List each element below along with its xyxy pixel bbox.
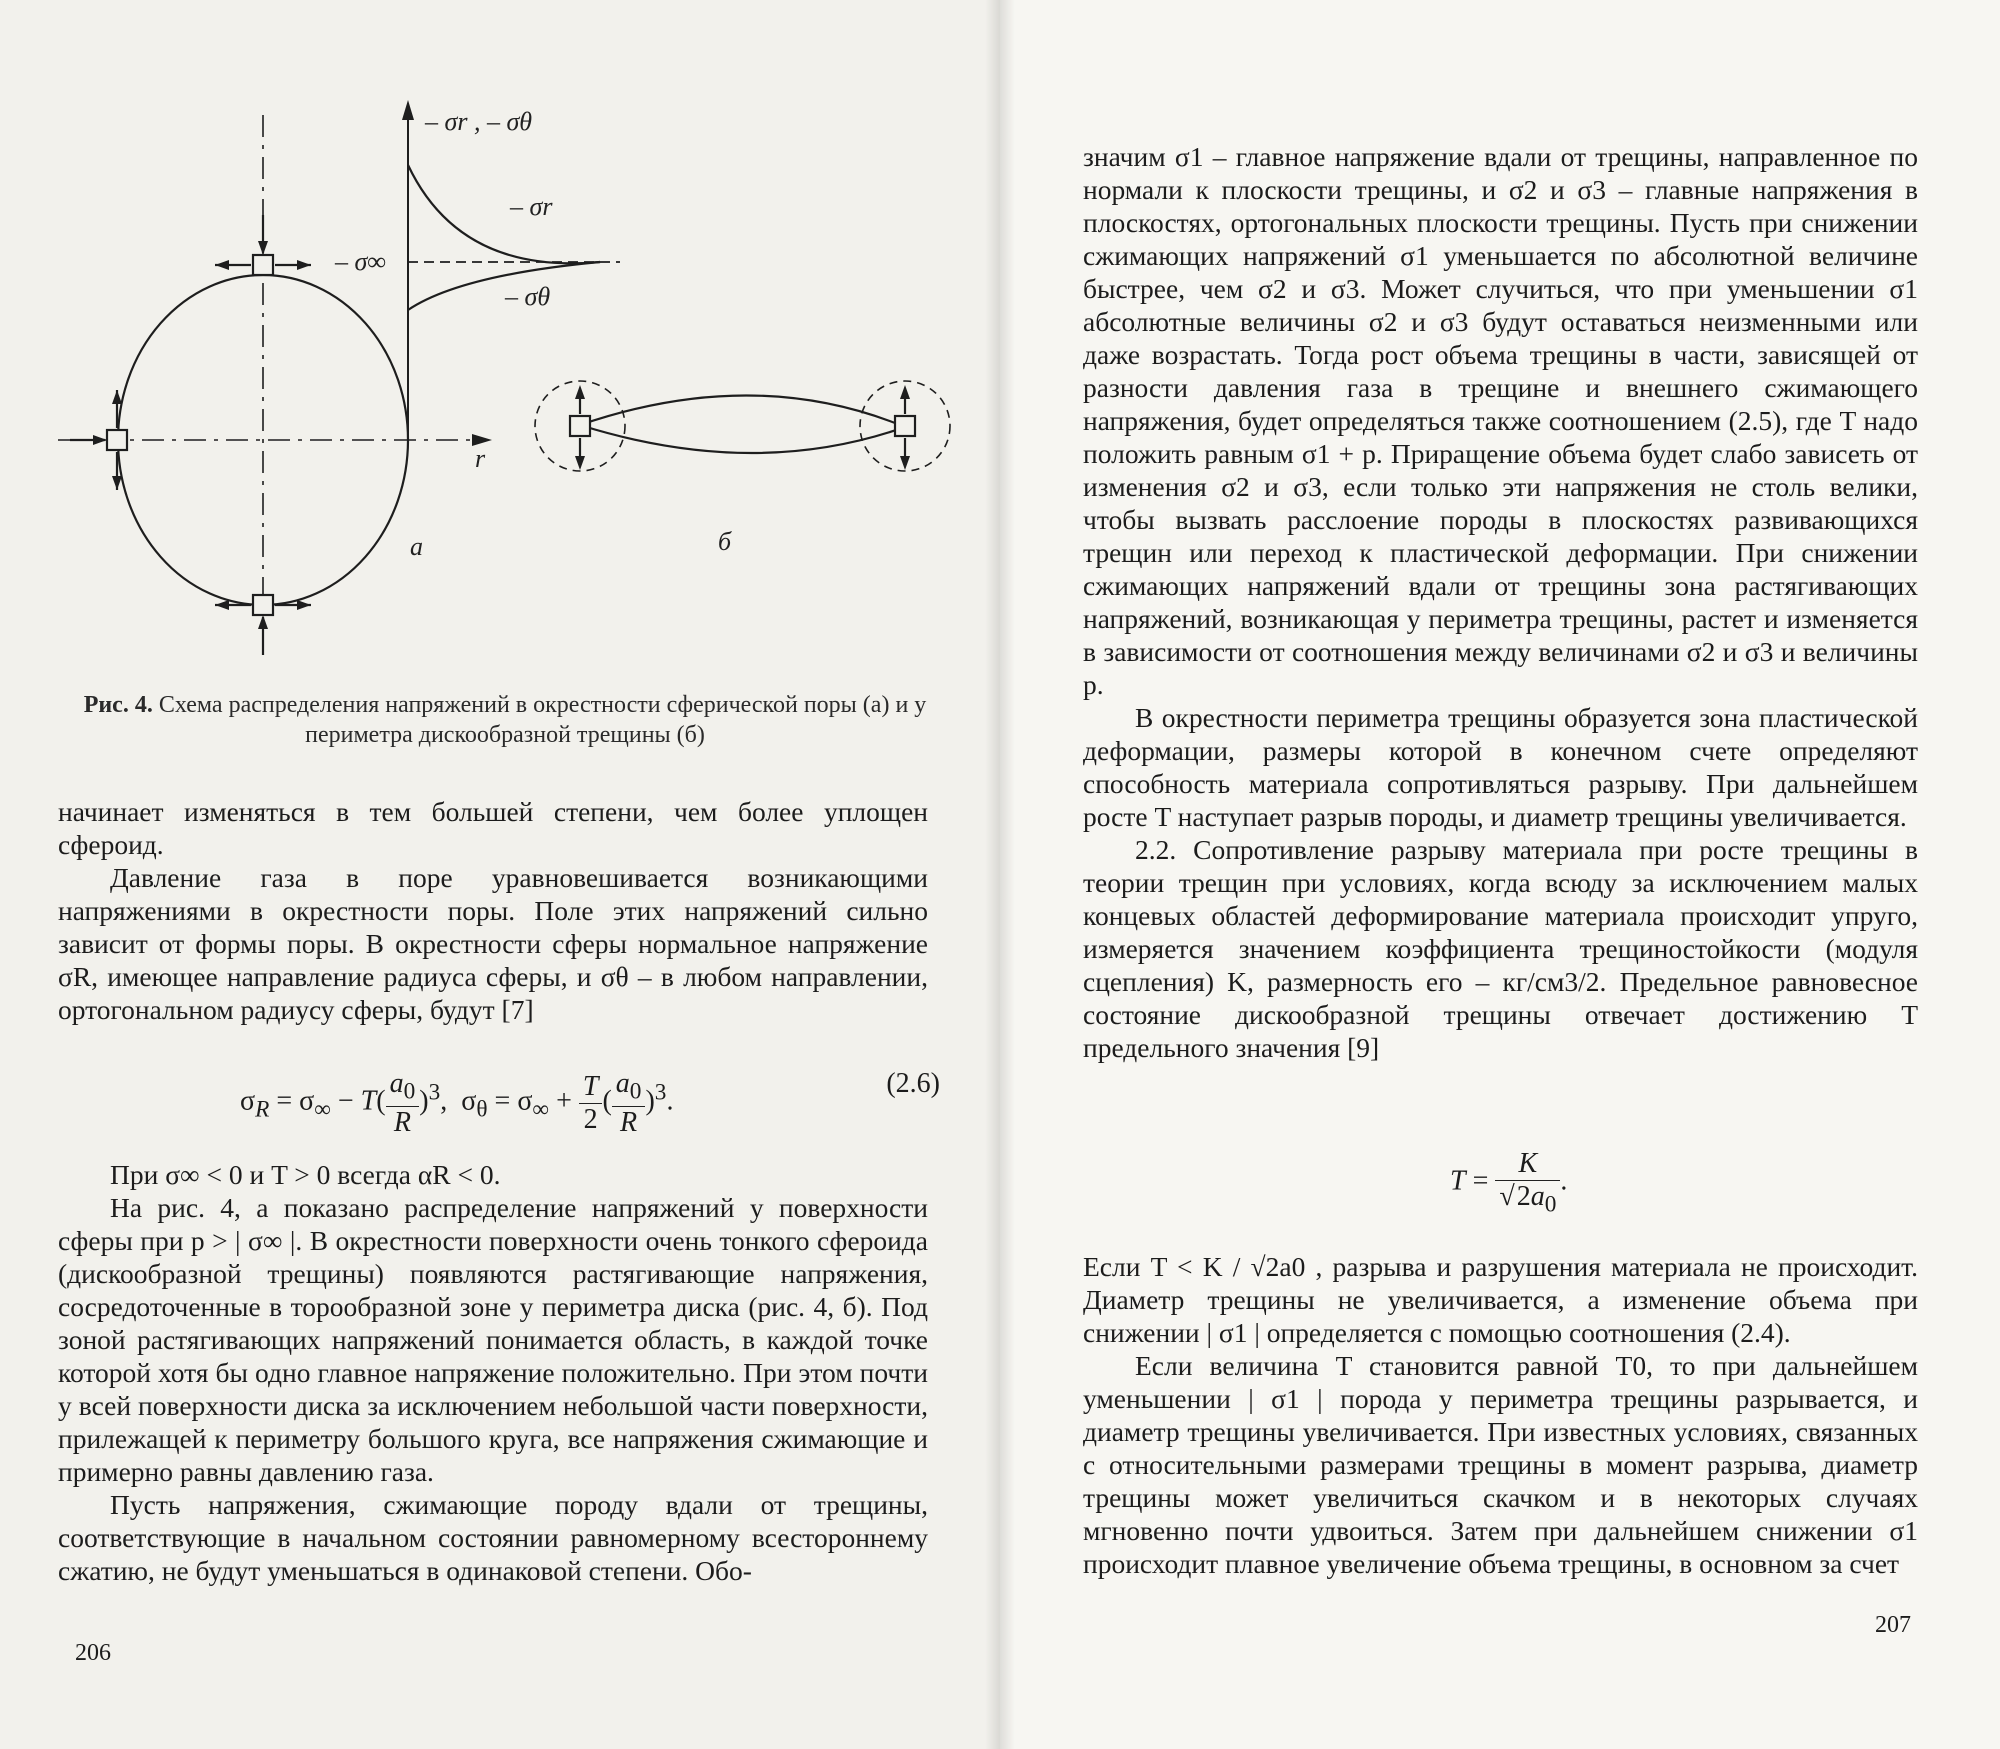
sigma-r-label: – σr bbox=[510, 192, 553, 221]
left-page-text-after bbox=[58, 1158, 928, 1587]
formula-2-6-expression: $\sigma_R = \sigma_\infty - T$( $\frac{a_0}{R}$ )$^3$, $\sigma_\theta = \sigma_\infty$ + $\frac{T}{2}$ ( $\frac{a_0}{R}$ )$^3$. bbox=[240, 1068, 674, 1138]
figure-label-a: а bbox=[410, 532, 423, 561]
right-page-text bbox=[1083, 140, 1918, 1064]
figure-4-drawing bbox=[40, 95, 960, 685]
element-bottom bbox=[253, 595, 273, 615]
left-page-text bbox=[58, 795, 928, 1026]
paragraph: значим σ1 – главное напряжение вдали от трещины, направленное по нормали к плоскости трещины, и σ2 и σ3 – главные напряжения в плоскостях, ортогональных плоскости трещины. Пусть при снижении сжимающих напряжений σ1 уменьшается по абсолютной величине быстрее, чем σ2 и σ3. Может случиться, что при уменьшении σ1 абсолютные величины σ2 и σ3 будут оставаться неизменными или даже возрастать. Тогда рост объема трещины в части, зависящей от разности давления газа в трещине и внешнего сжимающего напряжения, будет определяться также соотношением (2.5), где T надо положить равным σ1 + p. Приращение объема будет слабо зависеть от изменения σ2 и σ3, если только эти напряжения не столь велики, чтобы вызвать расслоение породы в плоскостях развивающихся трещин или переход к пластической деформации. При снижении сжимающих напряжений вдали от трещины зона растягивающих напряжений, возникающая у периметра трещины, растет и изменяется в зависимости от соотношения между величинами σ2 и σ3 и величины p. bbox=[1083, 141, 1918, 700]
sigma-inf-label: – σ∞ bbox=[335, 247, 386, 276]
curve-sigma-r bbox=[408, 165, 600, 263]
book-gutter bbox=[985, 0, 1015, 1749]
paragraph: 2.2. Сопротивление разрыву материала при росте трещины в теории трещин при условиях, когда всюду за исключением малых концевых областей деформирование материала происходит упруго, измеряется значением коэффициента трещиностойкости (модуля сцепления) K, размерность его – кг/см3/2. Предельное равновесное состояние дискообразной трещины отвечает достижению T предельного значения [9] bbox=[1083, 834, 1918, 1063]
element-top bbox=[253, 255, 273, 275]
right-page-text-after bbox=[1083, 1250, 1918, 1580]
formula-T-limit: T = $\frac{K}{√2a_0}$ . bbox=[1450, 1148, 1568, 1218]
page-number-right: 207 bbox=[1875, 1612, 1911, 1638]
paragraph: Пусть напряжения, сжимающие породу вдали от трещины, соответствующие в начальном состоянии равномерному всестороннему сжатию, не будут уменьшаться в одинаковой степени. Обо- bbox=[58, 1489, 928, 1586]
paragraph: На рис. 4, а показано распределение напряжений у поверхности сферы при p > | σ∞ |. В окрестности поверхности очень тонкого сфероида (дискообразной трещины) появляются растягивающие напряжения, сосредоточенные в торообразной зоне у периметра диска (рис. 4, б). Под зоной растягивающих напряжений понимается область, в каждой точке которой хотя бы одно главное напряжение положительно. При этом почти у всей поверхности диска за исключением небольшой части поверхности, прилежащей к периметру большого круга, все напряжения сжимающие и примерно равны давлению газа. bbox=[58, 1192, 928, 1487]
paragraph: Если T < K / √2a0 , разрыва и разрушения материала не происходит. Диаметр трещины не увеличивается, а изменение объема при снижении | σ1 | определяется с помощью соотношения (2.4). bbox=[1083, 1251, 1918, 1348]
page-number-left: 206 bbox=[75, 1640, 111, 1666]
paragraph: Давление газа в поре уравновешивается возникающими напряжениями в окрестности поры. Поле этих напряжений сильно зависит от формы поры. В окрестности сферы нормальное напряжение σR, имеющее направление радиуса сферы, и σθ – в любом направлении, ортогональном радиусу сферы, будут [7] bbox=[58, 862, 928, 1025]
crack-element-left bbox=[570, 416, 590, 436]
figure-4 bbox=[40, 95, 960, 685]
paragraph: В окрестности периметра трещины образуется зона пластической деформации, размеры которой в конечном счете определяют способность материала сопротивляться разрыву. При дальнейшем росте T наступает разрыв породы, и диаметр трещины увеличивается. bbox=[1083, 702, 1918, 832]
figure-label-b: б bbox=[718, 527, 732, 556]
r-axis-label: r bbox=[475, 444, 486, 473]
formula-number: (2.6) bbox=[886, 1068, 940, 1099]
curve-sigma-theta bbox=[408, 262, 600, 310]
figure-caption bbox=[55, 690, 955, 750]
paragraph: начинает изменяться в тем большей степени, чем более уплощен сфероид. bbox=[58, 796, 928, 860]
paragraph: При σ∞ < 0 и T > 0 всегда αR < 0. bbox=[110, 1159, 501, 1190]
formula-2-6 bbox=[240, 1040, 940, 1150]
caption-text: Схема распределения напряжений в окрестности сферической поры (а) и у периметра дискообразной трещины (б) bbox=[158, 692, 927, 748]
paragraph: Если величина T становится равной T0, то при дальнейшем уменьшении | σ1 | порода у периметра трещины разрывается, и диаметр трещины увеличивается. При известных условиях, связанных с относительными размерами трещины в момент разрыва, диаметр трещины может увеличиться скачком и в некоторых случаях мгновенно почти удвоиться. Затем при дальнейшем снижении σ1 происходит плавное увеличение объема трещины, в основном за счет bbox=[1083, 1350, 1918, 1579]
caption-prefix: Рис. 4. bbox=[83, 692, 153, 718]
sigma-theta-label: – σθ bbox=[505, 282, 551, 311]
element-left bbox=[107, 430, 127, 450]
disk-crack bbox=[580, 395, 905, 453]
axis-top-label: – σr , – σθ bbox=[425, 107, 533, 136]
crack-element-right bbox=[895, 416, 915, 436]
